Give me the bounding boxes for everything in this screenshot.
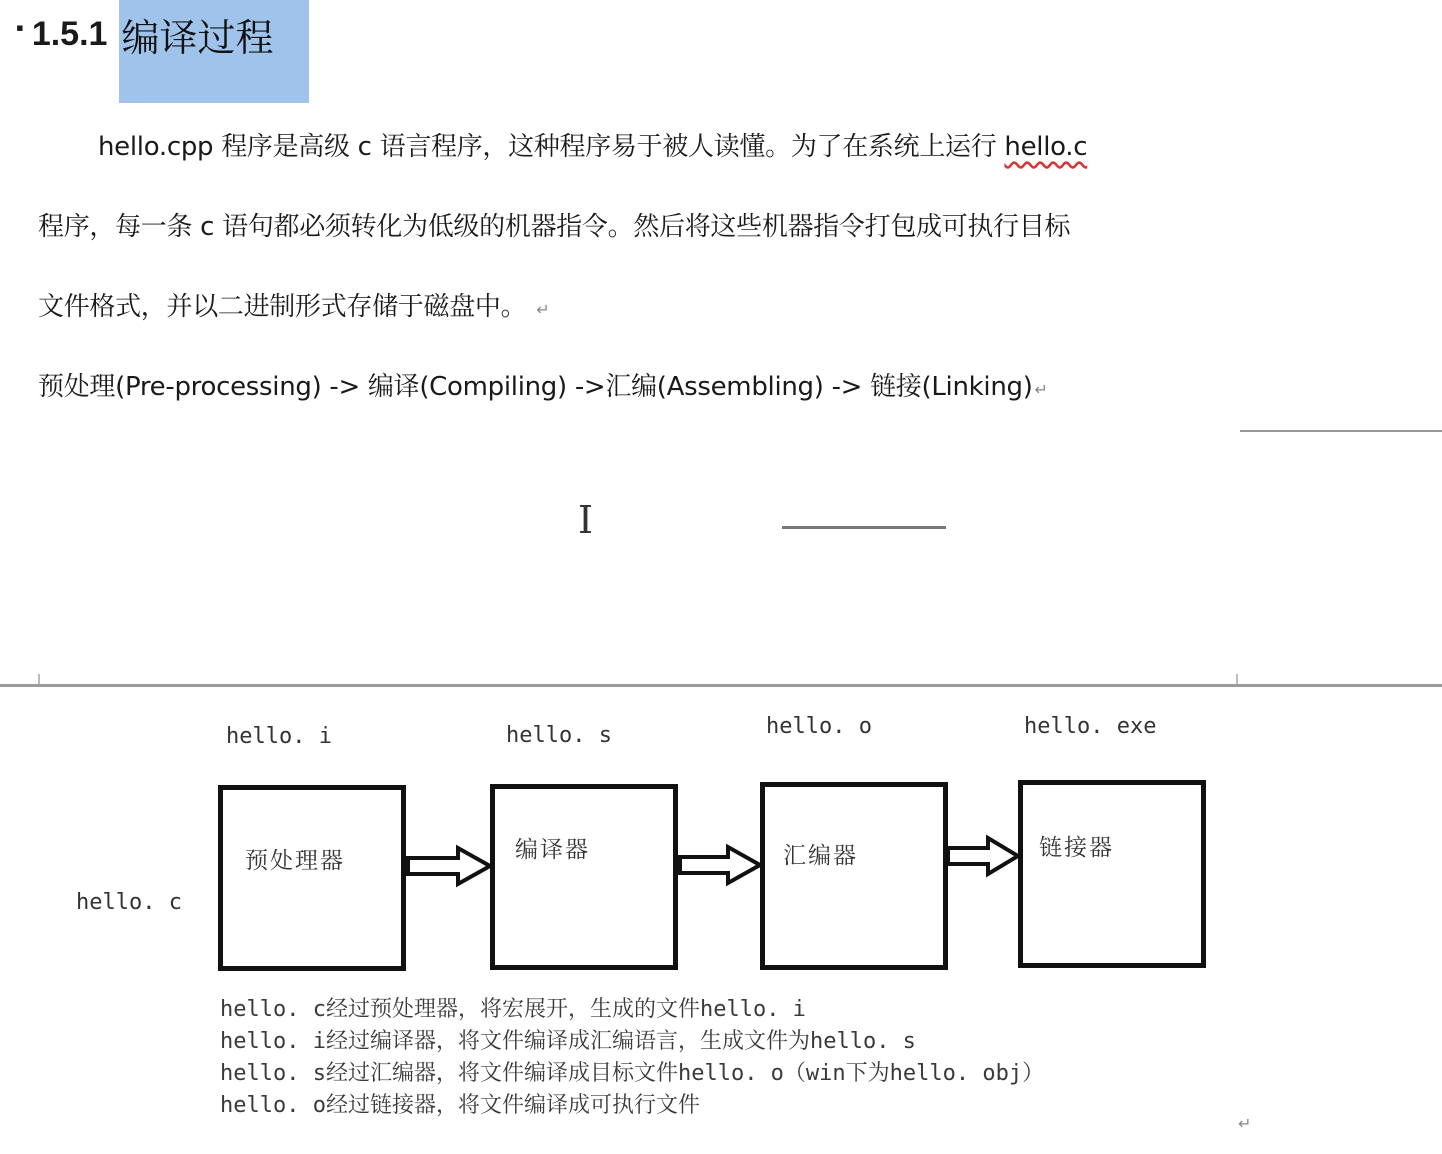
input-file-label: hello. c [76, 890, 182, 915]
spellcheck-word[interactable]: hello.c [1004, 132, 1088, 162]
page-separator [0, 684, 1442, 687]
paragraph-mark: ↵ [536, 300, 550, 319]
box-label: 链接器 [1039, 835, 1114, 861]
paragraph-line-1[interactable] [98, 126, 1087, 163]
section-heading [16, 6, 289, 62]
box-label: 编译器 [515, 837, 590, 863]
compiler-box [490, 784, 678, 970]
heading-bullet: ▪ [16, 15, 24, 40]
paragraph-line-3-text: 文件格式，并以二进制形式存储于磁盘中。 [38, 292, 527, 322]
paragraph-mark: ↵ [1034, 380, 1048, 399]
underline-artifact [782, 526, 946, 529]
stage-file-label: hello. o [766, 714, 872, 739]
heading-selection[interactable] [121, 7, 273, 62]
arrow-right-icon [678, 845, 762, 885]
box-label: 汇编器 [783, 843, 858, 869]
stage-file-label: hello. s [506, 723, 612, 748]
paragraph-line-2[interactable]: 程序，每一条 c 语句都必须转化为低级的机器指令。然后将这些机器指令打包成可执行目标 [38, 212, 1071, 242]
arrow-right-icon [406, 846, 492, 886]
preprocessor-box [218, 785, 406, 971]
note-line: hello. i经过编译器，将文件编译成汇编语言，生成文件为hello. s [220, 1029, 916, 1054]
diagram-notes [220, 994, 1044, 1122]
pipeline-line[interactable] [38, 366, 1048, 403]
text-cursor-icon: I [578, 498, 594, 542]
heading-number: 1.5.1 [31, 14, 108, 53]
stage-file-label: hello. i [226, 724, 332, 749]
note-line: hello. s经过汇编器，将文件编译成目标文件hello. o（win下为hello. obj） [220, 1061, 1045, 1086]
assembler-box [760, 782, 948, 970]
note-line: hello. c经过预处理器，将宏展开，生成的文件hello. i [220, 997, 806, 1022]
note-line: hello. o经过链接器，将文件编译成可执行文件 [220, 1093, 700, 1118]
pipeline-text: 预处理(Pre-processing) -> 编译(Compiling) ->汇编(Assembling) -> 链接(Linking) [38, 372, 1033, 402]
ruler-line [1240, 430, 1442, 432]
paragraph-line-3[interactable] [38, 286, 549, 323]
paragraph-line-1-text: hello.cpp 程序是高级 c 语言程序，这种程序易于被人读懂。为了在系统上运行 [98, 132, 1005, 162]
arrow-right-icon [946, 836, 1020, 876]
linker-box [1018, 780, 1206, 968]
box-label: 预处理器 [245, 848, 345, 874]
heading-title[interactable]: 编译过程 [121, 17, 274, 60]
paragraph-mark: ↵ [1238, 1114, 1252, 1133]
stage-file-label: hello. exe [1024, 714, 1157, 739]
